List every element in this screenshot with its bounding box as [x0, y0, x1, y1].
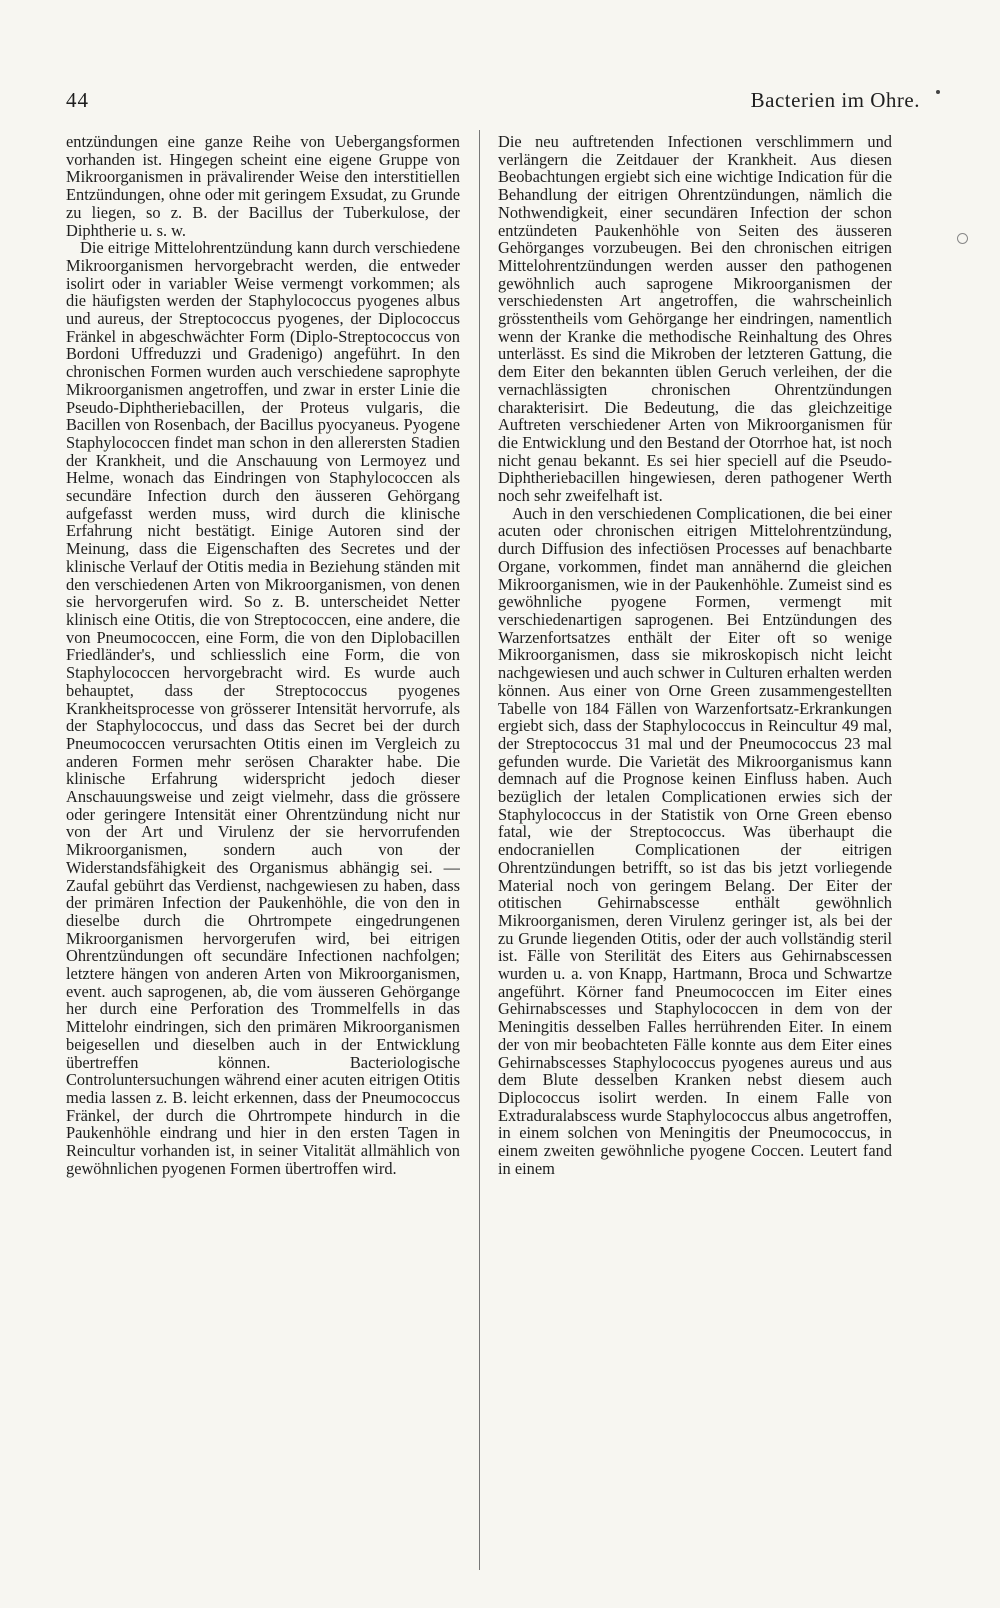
ink-dot-mark	[936, 90, 940, 94]
column-divider	[479, 130, 480, 1570]
right-paragraph-2: Auch in den verschiedenen Complicationen, die bei einer acuten oder chronischen eitrigen Mittelohrentzündung, durch Diffusion des infectiösen Processes auf benachbarte Organe, vorkommen, findet man annähernd die gleichen Mikroorganismen, wie in der Paukenhöhle. Zumeist sind es gewöhnliche pyogene Formen, vermengt mit verschiedenartigen saprogenen. Bei Entzündungen des Warzenfortsatzes enthält der Eiter oft so wenige Mikroorganismen, dass sie mikroskopisch nicht leicht nachgewiesen und auch schwer in Culturen erhalten werden können. Aus einer von Orne Green zusammengestellten Tabelle von 184 Fällen von Warzenfortsatz-Erkrankungen ergiebt sich, dass der Staphylococcus in Reincultur 49 mal, der Streptococcus 31 mal und der Pneumococcus 23 mal gefunden wurde. Die Varietät des Mikroorganismus kann demnach auf die Prognose keinen Einfluss haben. Auch bezüglich der letalen Complicationen erwies sich der Staphylococcus in der Statistik von Orne Green ebenso fatal, wie der Streptococcus. Was überhaupt die endocraniellen Complicationen der eitrigen Ohrentzündungen betrifft, so ist das bis jetzt vorliegende Material noch von geringem Belang. Der Eiter der otitischen Gehirnabscesse enthält gewöhnlich Mikroorganismen, deren Virulenz geringer ist, als bei der zu Grunde liegenden Otitis, oder der auch vollständig steril ist. Fälle von Sterilität des Eiters aus Gehirnabscessen wurden u. a. von Knapp, Hartmann, Broca und Schwartze angeführt. Körner fand Pneumococcen im Eiter eines Gehirnabscesses und Staphylococcen in dem von der Meningitis desselben Falles herrührenden Eiter. In einem der von mir beobachteten Fälle konnte aus dem Eiter eines Gehirnabscesses Staphylococcus pyogenes aureus und aus dem Blute desselben Kranken nebst diesem auch Diplococcus isolirt werden. In einem Falle von Extraduralabscess wurde Staphylococcus albus angetroffen, in einem solchen von Meningitis der Pneumococcus, in einem zweiten gewöhnliche pyogene Coccen. Leutert fand in einem	[498, 503, 892, 1178]
left-paragraph-1: entzündungen eine ganze Reihe von Uebergangsformen vorhanden ist. Hingegen scheint eine eigene Gruppe von Mikroorganismen in prävalirender Weise den interstitiellen Entzündungen, ohne oder mit geringem Exsudat, zu Grunde zu liegen, so z. B. der Bacillus der Tuberkulose, der Diphtherie u. s. w.	[66, 133, 460, 240]
page-header	[66, 88, 934, 118]
page-number: 44	[66, 88, 89, 112]
binding-hole-mark	[957, 233, 968, 244]
right-paragraph-1: Die neu auftretenden Infectionen verschlimmern und verlängern die Zeitdauer der Krankheit. Aus diesen Beobachtungen ergiebt sich eine wichtige Indication für die Behandlung der eitrigen Ohrentzündungen, nämlich die Nothwendigkeit, einer secundären Infection der schon entzündeten Paukenhöhle von Seiten des äusseren Gehörganges vorzubeugen. Bei den chronischen eitrigen Mittelohrentzündungen werden ausser den pathogenen gewöhnlich auch saprogene Mikroorganismen der verschiedensten Art angetroffen, die wahrscheinlich grösstentheils vom Gehörgange her eindringen, namentlich wenn der Kranke die methodische Reinhaltung des Ohres unterlässt. Es sind die Mikroben der letzteren Gattung, die dem Eiter den bekannten üblen Geruch verleihen, der die vernachlässigten chronischen Ohrentzündungen charakterisirt. Die Bedeutung, die das gleichzeitige Auftreten verschiedener Arten von Mikroorganismen für die Entwicklung und den Bestand der Otorrhoe hat, ist noch nicht genau bekannt. Es sei hier speciell auf die Pseudo-Diphtheriebacillen hingewiesen, deren pathogener Werth noch sehr zweifelhaft ist.	[498, 133, 892, 506]
running-title: Bacterien im Ohre.	[750, 88, 920, 112]
left-column	[66, 133, 460, 1563]
left-paragraph-2: Die eitrige Mittelohrentzündung kann durch verschiedene Mikroorganismen hervorgebracht werden, die entweder isolirt oder in variabler Weise vermengt vorkommen; als die häufigsten werden der Staphylococcus pyogenes albus und aureus, der Streptococcus pyogenes, der Diplococcus Fränkel in abgeschwächter Form (Diplo-Streptococcus von Bordoni Uffreduzzi und Gradenigo) angeführt. In den chronischen Formen wurden auch verschiedene saprophyte Mikroorganismen angetroffen, und zwar in erster Linie die Pseudo-Diphtheriebacillen, der Proteus vulgaris, die Bacillen von Rosenbach, der Bacillus pyocyaneus. Pyogene Staphylococcen findet man schon in den allerersten Stadien der Krankheit, und die Anschauung von Lermoyez und Helme, wonach das Eindringen von Staphylococcen als secundäre Infection durch den äusseren Gehörgang aufgefasst werden muss, wird durch die klinische Erfahrung nicht bestätigt. Einige Autoren sind der Meinung, dass die Eigenschaften des Secretes und der klinische Verlauf der Otitis media in Beziehung ständen mit den verschiedenen Arten von Mikroorganismen, von denen sie hervorgerufen wird. So z. B. unterscheidet Netter klinisch eine Otitis, die von Streptococcen, eine andere, die von Pneumococcen, eine Form, die von den Diplobacillen Friedländer's, und schliesslich eine Form, die von Staphylococcen hervorgebracht wird. Es wurde auch behauptet, dass der Streptococcus pyogenes Krankheitsprocesse von grösserer Intensität hervorrufe, als der Staphylococcus, und dass das Secret bei der durch Pneumococcen verursachten Otitis einen im Vergleich zu anderen Formen mehr serösen Charakter habe. Die klinische Erfahrung widerspricht jedoch dieser Anschauungsweise und zeigt vielmehr, dass die grössere oder geringere Intensität einer Ohrentzündung nicht nur von der Art und Virulenz der sie hervorrufenden Mikroorganismen, sondern auch von der Widerstandsfähigkeit des Organismus abhängig sei. — Zaufal gebührt das Verdienst, nachgewiesen zu haben, dass der primären Infection der Paukenhöhle, die von den in dieselbe durch die Ohrtrompete eingedrungenen Mikroorganismen hervorgerufen wird, bei eitrigen Ohrentzündungen oft secundäre Infectionen nachfolgen; letztere hängen von anderen Arten von Mikroorganismen, event. auch saprogenen, ab, die vom äusseren Gehörgange her durch eine Perforation des Trommelfells in das Mittelohr eindringen, sich den primären Mikroorganismen beigesellen und dieselben auch in der Entwicklung übertreffen können. Bacteriologische Controluntersuchungen während einer acuten eitrigen Otitis media lassen z. B. leicht erkennen, dass der Pneumococcus Fränkel, der durch die Ohrtrompete hindurch in die Paukenhöhle eindrang und hier in den ersten Tagen in Reincultur vorhanden ist, in seiner Vitalität allmählich von gewöhnlichen pyogenen Formen übertroffen wird.	[66, 238, 460, 1178]
right-column	[498, 133, 892, 1563]
